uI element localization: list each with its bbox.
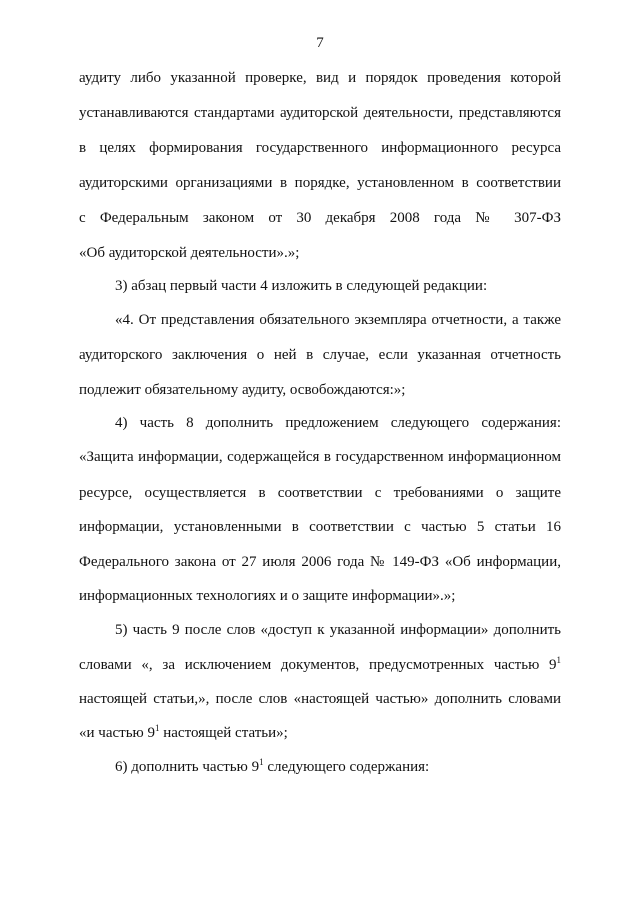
text-line: аудиторского заключения о ней в случае, если указанная отчетность <box>79 347 561 363</box>
text-line: ресурсе, осуществляется в соответствии с требованиями о защите <box>79 485 561 501</box>
text-line: 4) часть 8 дополнить предложением следующего содержания: <box>115 415 561 431</box>
superscript: 1 <box>556 655 561 665</box>
page-number: 7 <box>316 35 324 51</box>
text-line: «4. От представления обязательного экземпляра отчетности, а также <box>115 312 561 328</box>
text-fragment: 6) дополнить частью 9 <box>115 759 260 775</box>
text-line: информационных технологиях и о защите информации».»; <box>79 588 456 604</box>
text-line: настоящей статьи,», после слов «настоящей частью» дополнить словами <box>79 691 561 707</box>
text-fragment: настоящей статьи»; <box>159 725 288 741</box>
text-line: «Об аудиторской деятельности».»; <box>79 245 300 261</box>
text-line: «Защита информации, содержащейся в государственном информационном <box>79 449 561 465</box>
text-fragment: следующего содержания: <box>263 759 430 775</box>
superscript: 1 <box>155 723 160 733</box>
text-line: аудиторскими организациями в порядке, установленном в соответствии <box>79 175 561 191</box>
text-line <box>115 758 561 776</box>
text-line: в целях формирования государственного информационного ресурса <box>79 140 561 156</box>
text-line <box>79 724 561 742</box>
text-line: информации, установленными в соответствии с частью 5 статьи 16 <box>79 519 561 535</box>
text-line: Федерального закона от 27 июля 2006 года № 149-ФЗ «Об информации, <box>79 554 561 570</box>
text-line: подлежит обязательному аудиту, освобождаются:»; <box>79 382 406 398</box>
text-fragment: словами «, за исключением документов, предусмотренных частью 9 <box>79 657 557 673</box>
text-line: аудиту либо указанной проверке, вид и порядок проведения которой <box>79 70 561 86</box>
text-line: устанавливаются стандартами аудиторской деятельности, представляются <box>79 105 561 121</box>
text-line: 5) часть 9 после слов «доступ к указанной информации» дополнить <box>115 622 561 638</box>
text-line <box>79 656 561 674</box>
superscript: 1 <box>259 757 264 767</box>
text-fragment: «и частью 9 <box>79 725 155 741</box>
text-line: 3) абзац первый части 4 изложить в следующей редакции: <box>115 278 488 294</box>
text-line: с Федеральным законом от 30 декабря 2008 года № 307-ФЗ <box>79 210 561 226</box>
